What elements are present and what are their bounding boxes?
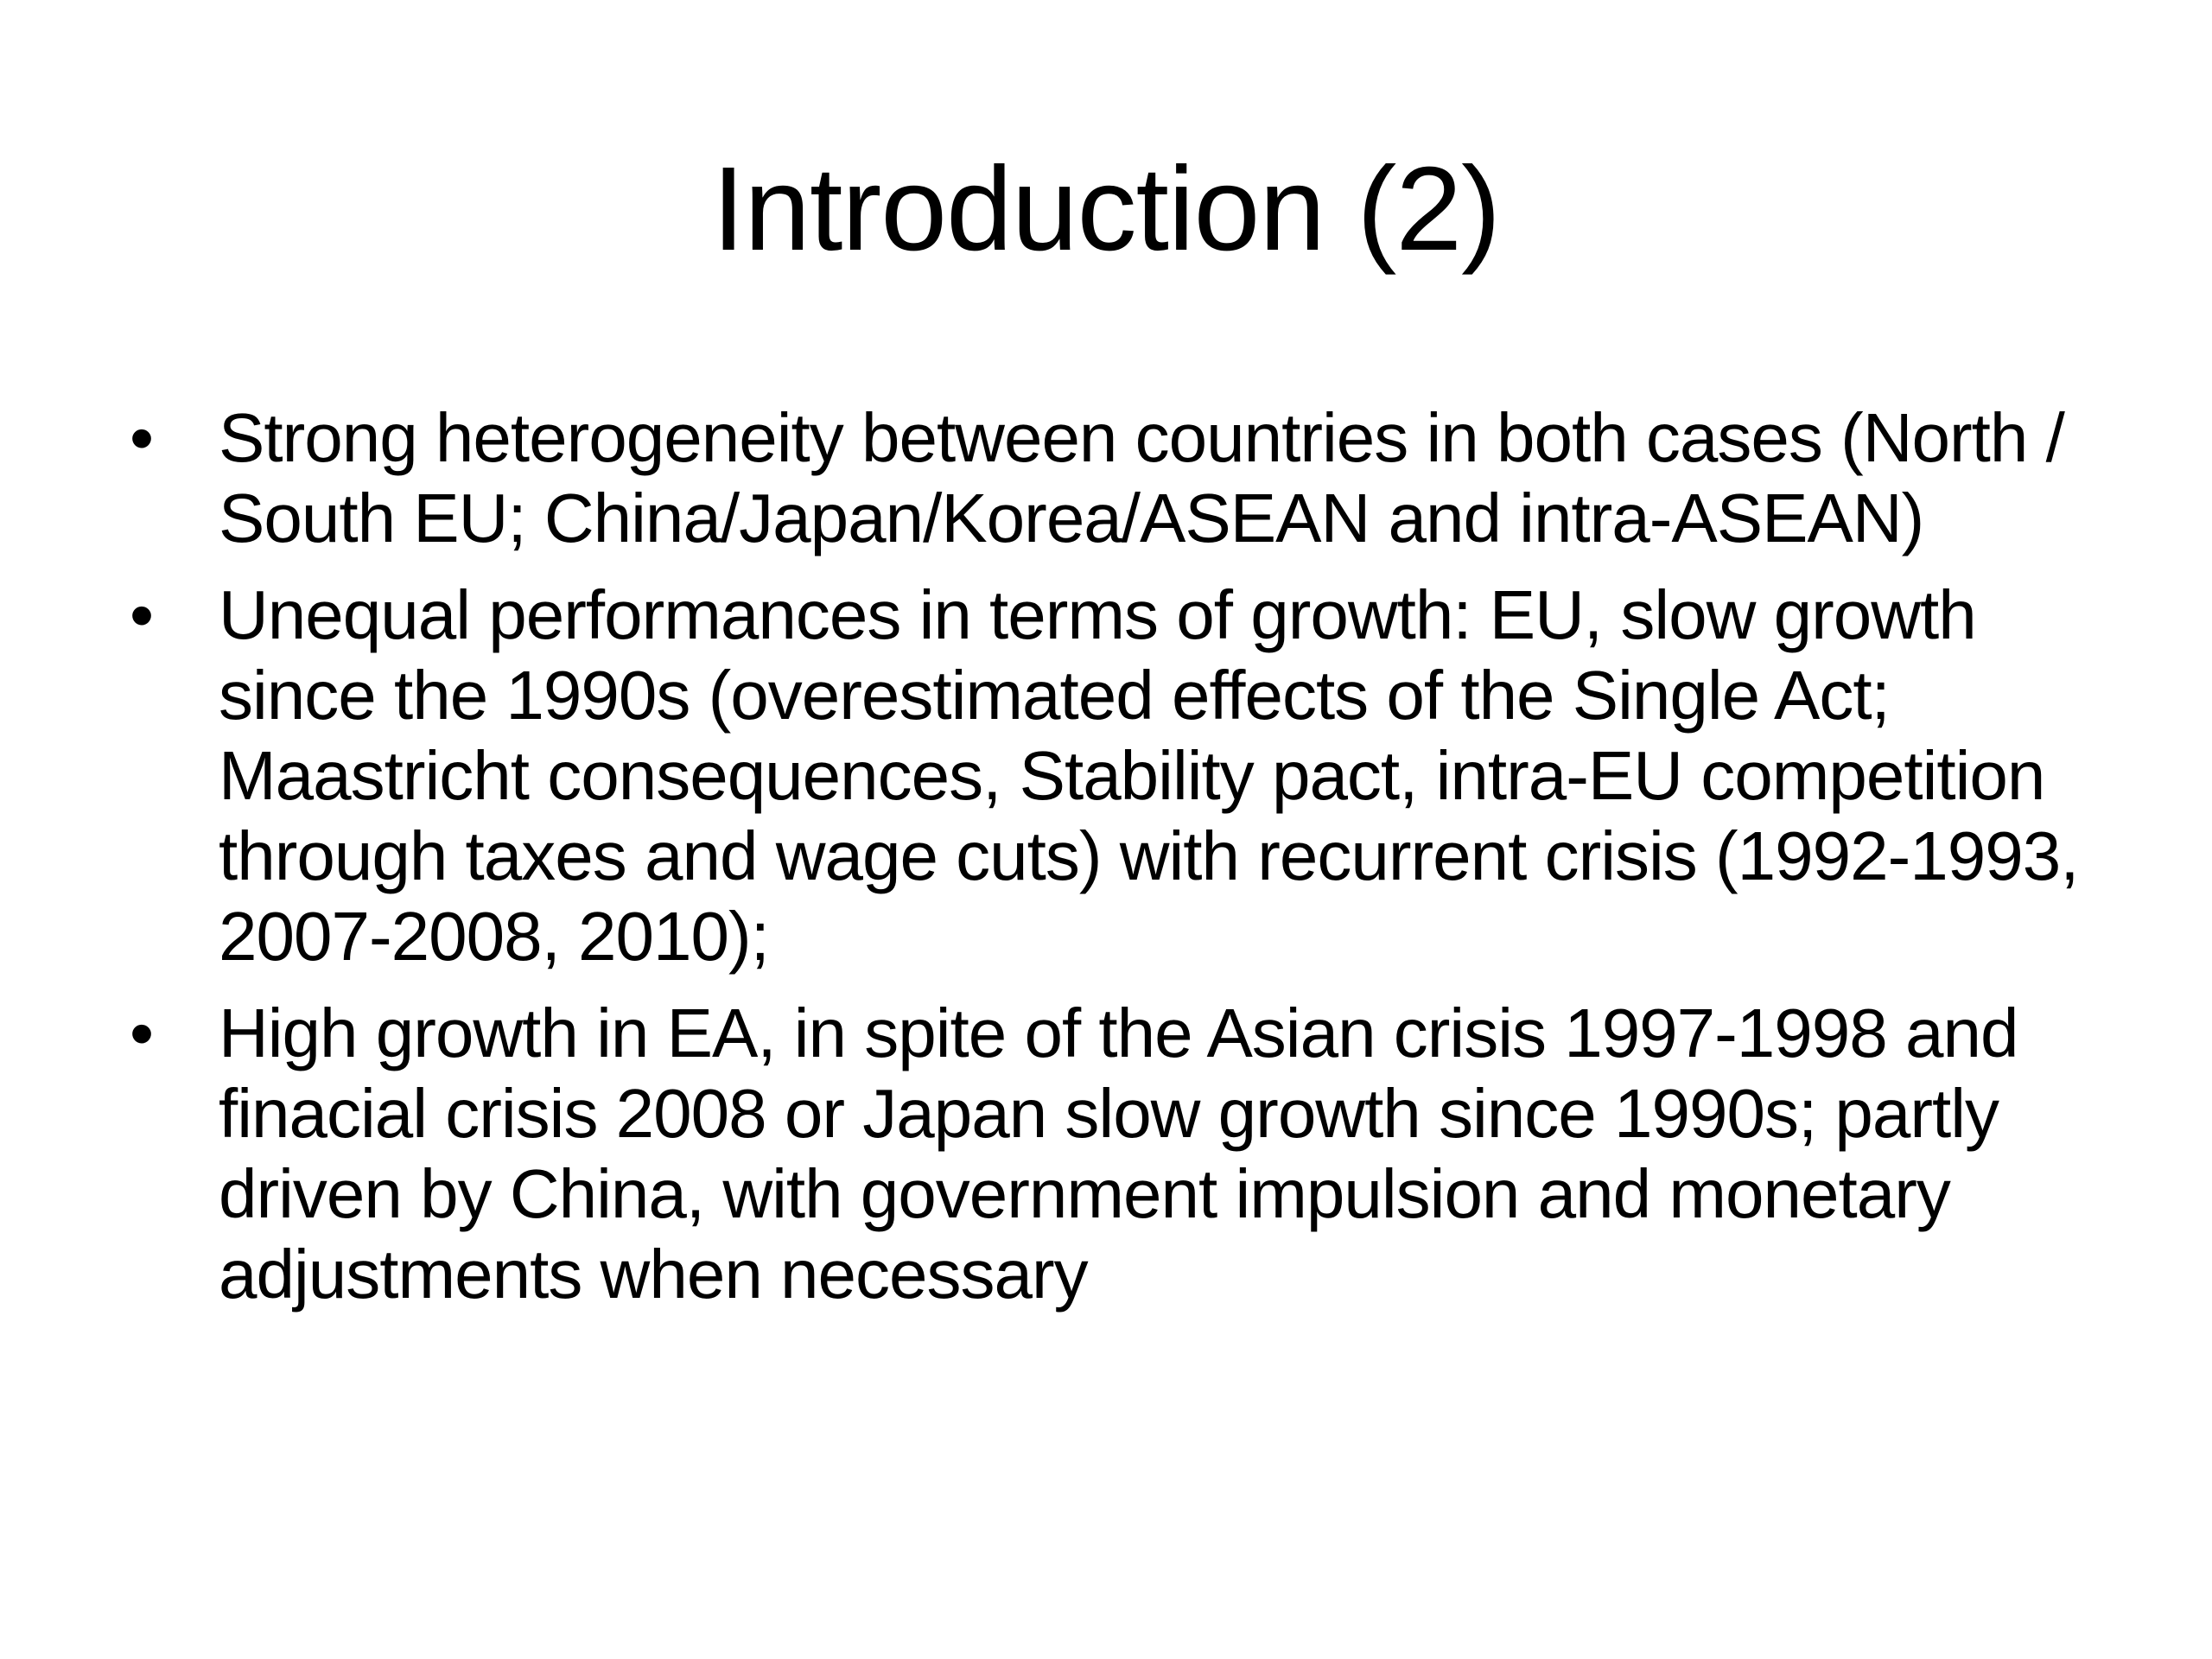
slide-title: Introduction (2)	[711, 143, 1501, 276]
bullet-text: Strong heterogeneity between countries in both cases (North / South EU; China/Japan/Korea/ASEAN and intra-ASEAN)	[219, 399, 2064, 556]
bullet-dot-icon: •	[130, 399, 154, 476]
bullet-text: Unequal performances in terms of growth: EU, slow growth since the 1990s (overestimated effects of the Single Act; Maastricht consequences, Stability pact, intra-EU competition through taxes and wage cuts) with recurrent crisis (1992-1993, 2007-2008, 2010);	[219, 576, 2079, 975]
bullet-item-unequal-performances	[130, 575, 2117, 976]
bullet-text: High growth in EA, in spite of the Asian crisis 1997-1998 and finacial crisis 2008 or Japan slow growth since 1990s; partly driven by China, with government impulsion and monetary adjustments when necessary	[219, 995, 2018, 1313]
bullet-dot-icon: •	[130, 995, 154, 1071]
bullet-dot-icon: •	[130, 576, 154, 653]
bullet-list	[130, 397, 2117, 1331]
bullet-item-heterogeneity	[130, 397, 2117, 558]
bullet-item-high-growth-ea	[130, 993, 2117, 1314]
